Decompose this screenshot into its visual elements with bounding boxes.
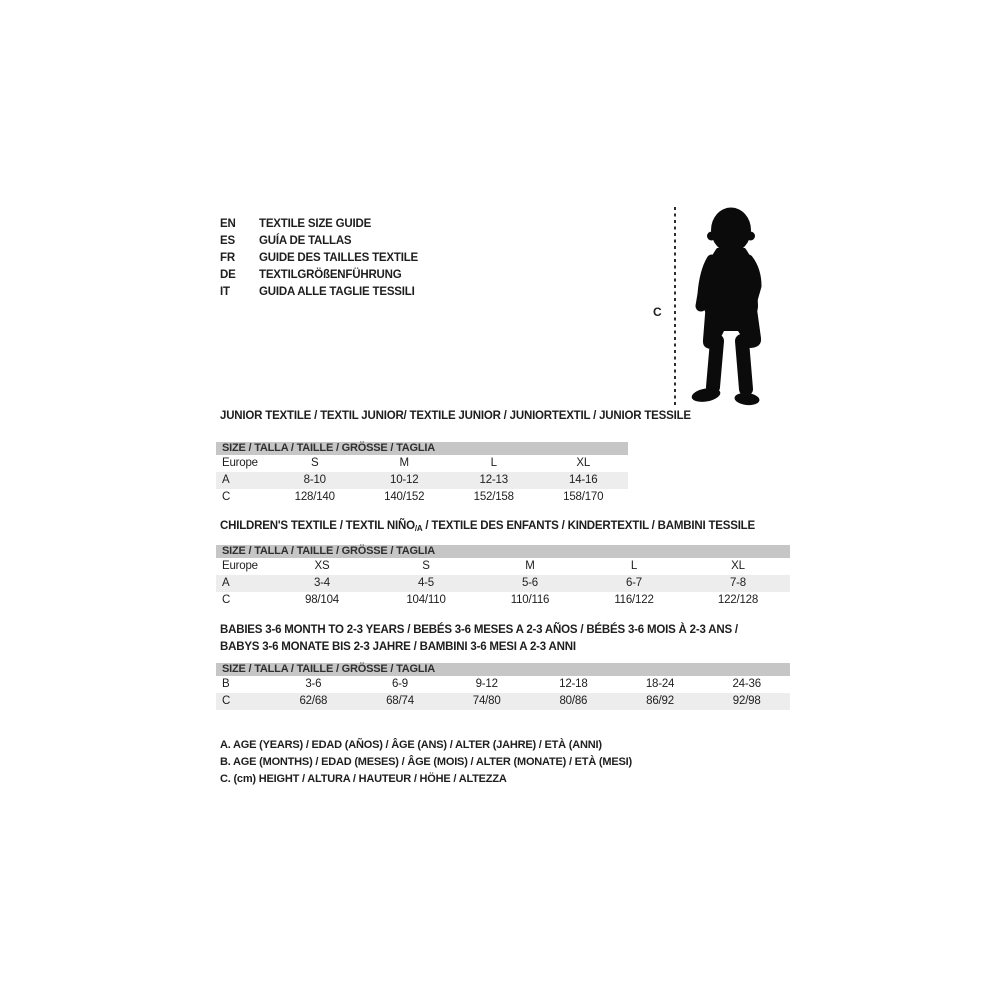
- language-label: GUIDA ALLE TAGLIE TESSILI: [259, 286, 415, 298]
- size-header-bar: SIZE / TALLA / TAILLE / GRÖSSE / TAGLIA: [216, 663, 790, 676]
- height-cell: 80/86: [559, 695, 588, 707]
- language-code: ES: [220, 235, 235, 247]
- height-cell: 122/128: [717, 594, 759, 606]
- language-label: GUÍA DE TALLAS: [259, 235, 352, 247]
- age-cell: 3-4: [313, 577, 331, 589]
- table-row-age: [216, 472, 628, 489]
- height-cell: 140/152: [384, 491, 425, 503]
- children-size-table: [216, 545, 790, 609]
- height-cell: 158/170: [563, 491, 604, 503]
- language-row-fr: [220, 250, 418, 267]
- age-cell: 6-9: [391, 678, 409, 690]
- note-age-months: B. AGE (MONTHS) / EDAD (MESES) / ÂGE (MOIS) / ALTER (MONATE) / ETÀ (MESI): [220, 756, 632, 768]
- row-label: C: [222, 491, 231, 503]
- height-measure-label: C: [653, 305, 662, 319]
- age-cell: 12-13: [479, 474, 508, 486]
- children-title-suffix: / TEXTILE DES ENFANTS / KINDERTEXTIL / BAMBINI TESSILE: [422, 520, 755, 532]
- size-cell: S: [311, 457, 319, 469]
- height-cell: 86/92: [646, 695, 674, 707]
- height-cell: 116/122: [614, 594, 654, 606]
- age-cell: 3-6: [305, 678, 322, 690]
- babies-title-line2: BABYS 3-6 MONATE BIS 2-3 JAHRE / BAMBINI 3-6 MESI A 2-3 ANNI: [220, 641, 576, 653]
- table-row-height: [216, 693, 790, 710]
- language-code: FR: [220, 252, 235, 264]
- size-cell: XS: [314, 560, 330, 572]
- size-cell: M: [399, 457, 409, 469]
- height-cell: 62/68: [299, 695, 328, 707]
- size-header-bar: SIZE / TALLA / TAILLE / GRÖSSE / TAGLIA: [216, 442, 628, 455]
- row-label: C: [222, 695, 231, 707]
- age-cell: 7-8: [729, 577, 747, 589]
- height-cell: 92/98: [732, 695, 761, 707]
- junior-table-title: [220, 408, 691, 425]
- age-cell: 9-12: [475, 678, 498, 690]
- table-row-age: [216, 575, 790, 592]
- children-title-prefix: CHILDREN'S TEXTILE / TEXTIL NIÑO: [220, 520, 415, 532]
- legend-notes: [220, 737, 632, 788]
- age-cell: 14-16: [569, 474, 598, 486]
- toddler-silhouette-icon: [683, 206, 775, 408]
- height-cell: 74/80: [472, 695, 501, 707]
- size-cell: XL: [731, 560, 745, 572]
- language-row-it: [220, 284, 418, 301]
- row-label: Europe: [222, 457, 258, 469]
- size-cell: M: [525, 560, 535, 572]
- age-cell: 6-7: [625, 577, 643, 589]
- height-cell: 128/140: [294, 491, 335, 503]
- language-row-de: [220, 267, 418, 284]
- note-age-years: A. AGE (YEARS) / EDAD (AÑOS) / ÂGE (ANS) / ALTER (JAHRE) / ETÀ (ANNI): [220, 739, 602, 751]
- row-label: B: [222, 678, 230, 690]
- language-row-es: [220, 233, 418, 250]
- babies-table-title: [220, 622, 738, 656]
- size-cell: XL: [576, 457, 591, 469]
- language-label: GUIDE DES TAILLES TEXTILE: [259, 252, 418, 264]
- height-cell: 152/158: [473, 491, 514, 503]
- language-code: IT: [220, 286, 230, 298]
- row-label: C: [222, 594, 231, 606]
- age-cell: 12-18: [559, 678, 588, 690]
- row-label: A: [222, 577, 230, 589]
- children-table-title: [220, 518, 755, 537]
- age-cell: 18-24: [645, 678, 675, 690]
- height-dashed-line: [674, 207, 676, 407]
- language-label: TEXTILE SIZE GUIDE: [259, 218, 372, 230]
- age-cell: 10-12: [390, 474, 419, 486]
- language-code: EN: [220, 218, 236, 230]
- height-cell: 110/116: [510, 594, 550, 606]
- language-list: [220, 216, 418, 301]
- size-cell: L: [490, 457, 497, 469]
- babies-title-line1: BABIES 3-6 MONTH TO 2-3 YEARS / BEBÉS 3-6 MESES A 2-3 AÑOS / BÉBÉS 3-6 MOIS À 2-3 ANS /: [220, 624, 738, 636]
- height-cell: 104/110: [406, 594, 446, 606]
- table-row-age-months: [216, 676, 790, 693]
- table-row-europe: [216, 455, 628, 472]
- height-cell: 68/74: [386, 695, 414, 707]
- babies-size-table: [216, 663, 790, 710]
- table-row-height: [216, 592, 790, 609]
- row-label: A: [222, 474, 230, 486]
- age-cell: 5-6: [521, 577, 539, 589]
- table-row-height: [216, 489, 628, 506]
- note-height-cm: C. (cm) HEIGHT / ALTURA / HAUTEUR / HÖHE / ALTEZZA: [220, 773, 507, 785]
- age-cell: 8-10: [303, 474, 326, 486]
- junior-size-table: [216, 442, 628, 506]
- age-cell: 24-36: [732, 678, 761, 690]
- language-code: DE: [220, 269, 236, 281]
- size-header-bar: SIZE / TALLA / TAILLE / GRÖSSE / TAGLIA: [216, 545, 790, 558]
- size-cell: S: [422, 560, 430, 572]
- height-cell: 98/104: [305, 594, 339, 606]
- table-row-europe: [216, 558, 790, 575]
- size-cell: L: [630, 560, 638, 572]
- row-label: Europe: [222, 560, 258, 572]
- language-label: TEXTILGRÖßENFÜHRUNG: [259, 269, 402, 281]
- age-cell: 4-5: [417, 577, 435, 589]
- junior-table-title-text: JUNIOR TEXTILE / TEXTIL JUNIOR/ TEXTILE JUNIOR / JUNIORTEXTIL / JUNIOR TESSILE: [220, 410, 691, 422]
- children-title-subscript: /A: [414, 524, 423, 533]
- language-row-en: [220, 216, 418, 233]
